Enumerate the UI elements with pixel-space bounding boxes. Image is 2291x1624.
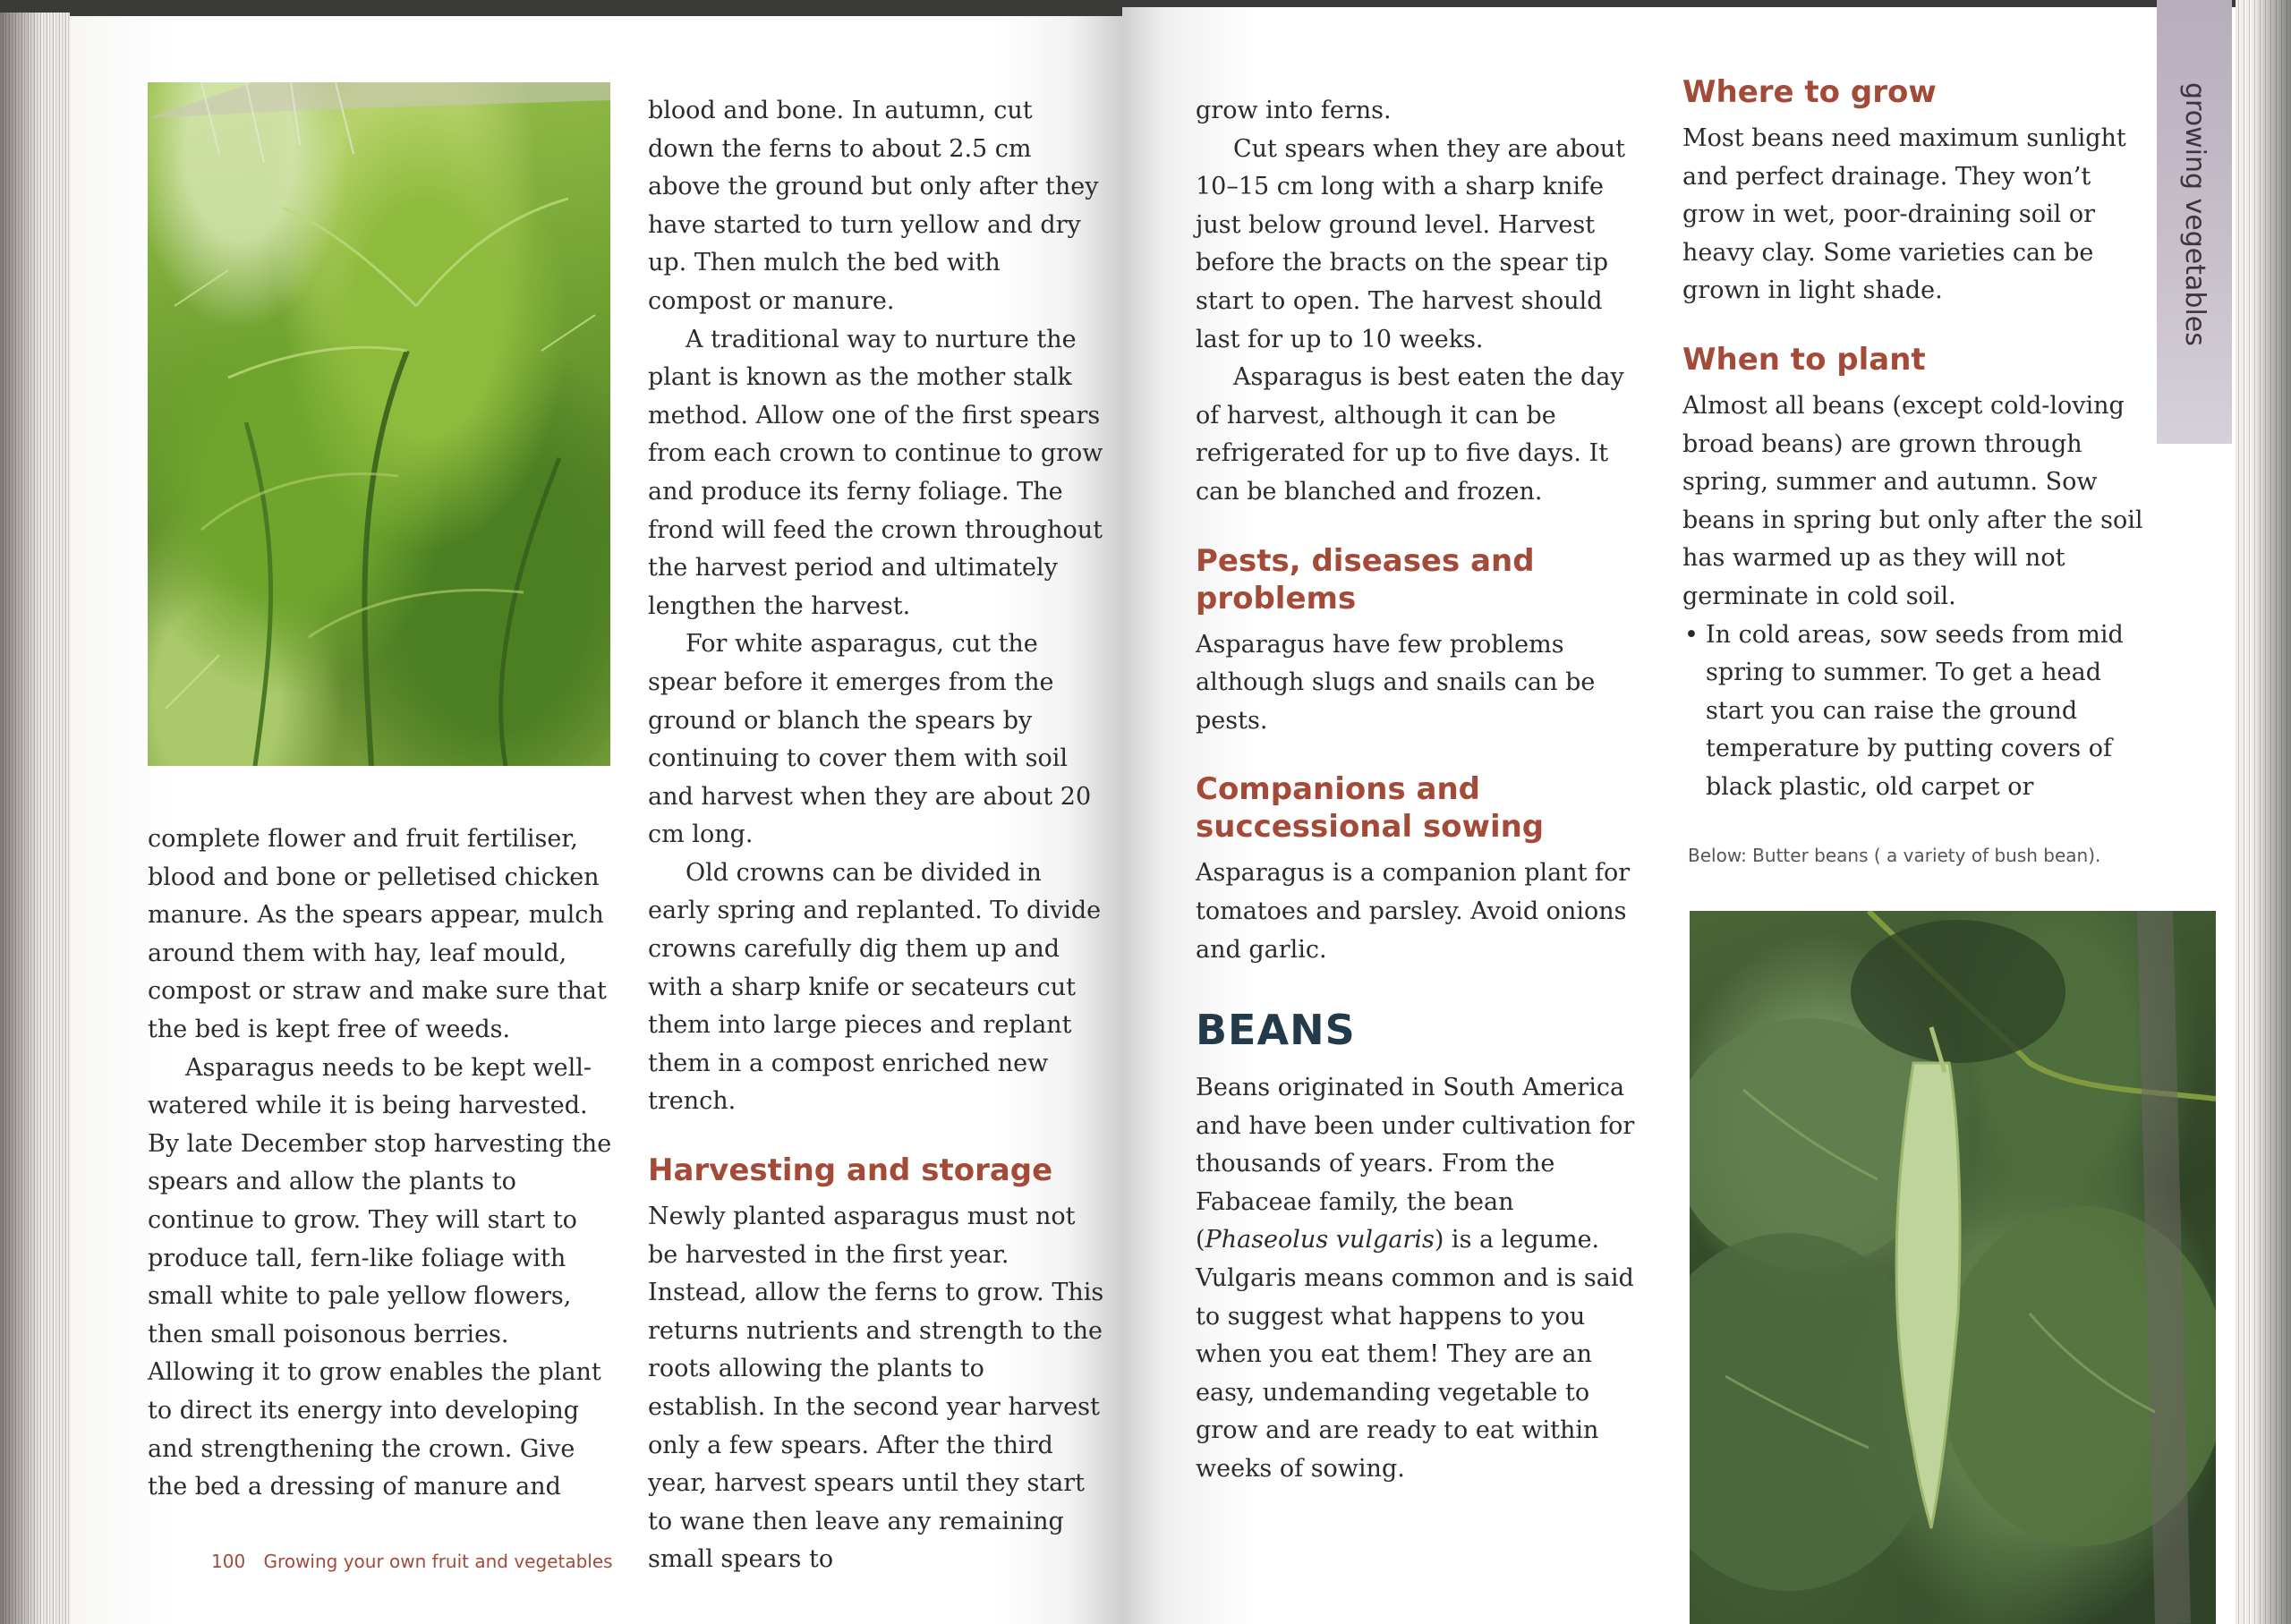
asparagus-fern-photo — [148, 82, 610, 766]
beans-text-end: ) is a legume. Vulgaris means common and is said to suggest what happens to you when you eat them! They are an easy, undemanding vegetable to grow and are ready to eat within weeks of sowing. — [1196, 1226, 1634, 1484]
when-heading: When to plant — [1682, 341, 1926, 378]
left-column-1 — [148, 821, 617, 1507]
paragraph: For white asparagus, cut the spear before it emerges from the ground or blanch the spears by continuing to cover them with soil and harvest when they are about 20 cm long. — [648, 630, 1092, 849]
right-column-2 — [1682, 73, 2143, 807]
paragraph: Asparagus needs to be kept well-watered while it is being harvested. By late December stop harvesting the spears and allow the plants to continue to grow. They will start to produce tall, fern-like foliage with small white to pale yellow flowers, then small poisonous berries. Allowing it to grow enables the plant to direct its energy into developing and strengthening the crown. Give the bed a dressing of manure and — [148, 1053, 612, 1501]
bullet-list — [1682, 616, 2143, 807]
scientific-name: Phaseolus vulgaris — [1205, 1226, 1435, 1254]
companions-heading: Companions and successional sowing — [1196, 771, 1545, 846]
page-footer — [211, 1551, 613, 1572]
right-page-edges — [2236, 0, 2291, 1624]
left-column-2 — [648, 92, 1104, 1579]
paragraph: complete flower and fruit fertiliser, blood and bone or pelletised chicken manure. As the spears appear, mulch around them with hay, leaf mould, compost or straw and make sure that the bed is kept free of weeds. — [148, 825, 607, 1043]
paragraph: Almost all beans (except cold-loving broad beans) are grown through spring, summer and autumn. Sow beans in spring but only after the soil has warmed up as they will not germinate in cold soil. — [1682, 391, 2143, 610]
harvesting-heading: Harvesting and storage — [648, 1152, 1053, 1189]
left-page-edges — [0, 13, 70, 1624]
section-tab-label: growing vegetables — [2179, 82, 2210, 346]
paragraph: Asparagus is best eaten the day of harvest, although it can be refrigerated for up to five days. It can be blanched and frozen. — [1196, 363, 1624, 506]
paragraph: blood and bone. In autumn, cut down the ferns to about 2.5 cm above the ground but only after they have started to turn yellow and dry up. Then mulch the bed with compost or manure. — [648, 97, 1099, 315]
page-number: 100 — [211, 1551, 246, 1572]
pests-heading: Pests, diseases and problems — [1196, 542, 1535, 616]
paragraph: Cut spears when they are about 10–15 cm long with a sharp knife just below ground level. Harvest before the bracts on the spear tip start to open. The harvest should last for up to 10 weeks. — [1196, 134, 1625, 353]
photo-caption: Below: Butter beans ( a variety of bush bean). — [1688, 845, 2101, 866]
right-column-1 — [1196, 92, 1643, 1489]
paragraph: Asparagus have few problems although slugs and snails can be pests. — [1196, 630, 1596, 735]
list-item: • In cold areas, sow seeds from mid spring to summer. To get a head start you can raise the ground temperature by putting covers of black plastic, old carpet or — [1682, 616, 2143, 807]
book-title: Growing your own fruit and vegetables — [263, 1551, 613, 1572]
beans-text-start: Beans originated in South America and have been under cultivation for thousands of years. From the Fabaceae family, the bean ( — [1196, 1074, 1635, 1254]
paragraph: A traditional way to nurture the plant is known as the mother stalk method. Allow one of the first spears from each crown to continue to grow and produce its ferny foliage. The frond will feed the crown throughout the harvest period and ultimately lengthen the harvest. — [648, 325, 1103, 620]
paragraph: Asparagus is a companion plant for tomatoes and parsley. Avoid onions and garlic. — [1196, 859, 1631, 964]
where-heading: Where to grow — [1682, 74, 1937, 110]
beans-heading: BEANS — [1196, 1006, 1356, 1055]
paragraph: grow into ferns. — [1196, 97, 1392, 124]
paragraph: Newly planted asparagus must not be harvested in the first year. Instead, allow the ferns to grow. This returns nutrients and strength to the roots allowing the plants to establish. In the second year harvest only a few spears. After the third year, harvest spears until they start to wane then leave any remaining small spears to — [648, 1203, 1104, 1574]
beans-paragraph — [1196, 1069, 1643, 1489]
paragraph: Most beans need maximum sunlight and perfect drainage. They won’t grow in wet, poor-draining soil or heavy clay. Some varieties can be grown in light shade. — [1682, 124, 2126, 305]
paragraph: Old crowns can be divided in early spring and replanted. To divide crowns carefully dig them up and with a sharp knife or secateurs cut them into large pieces and replant them in a compost enriched new trench. — [648, 858, 1102, 1116]
butter-bean-photo — [1690, 911, 2216, 1624]
